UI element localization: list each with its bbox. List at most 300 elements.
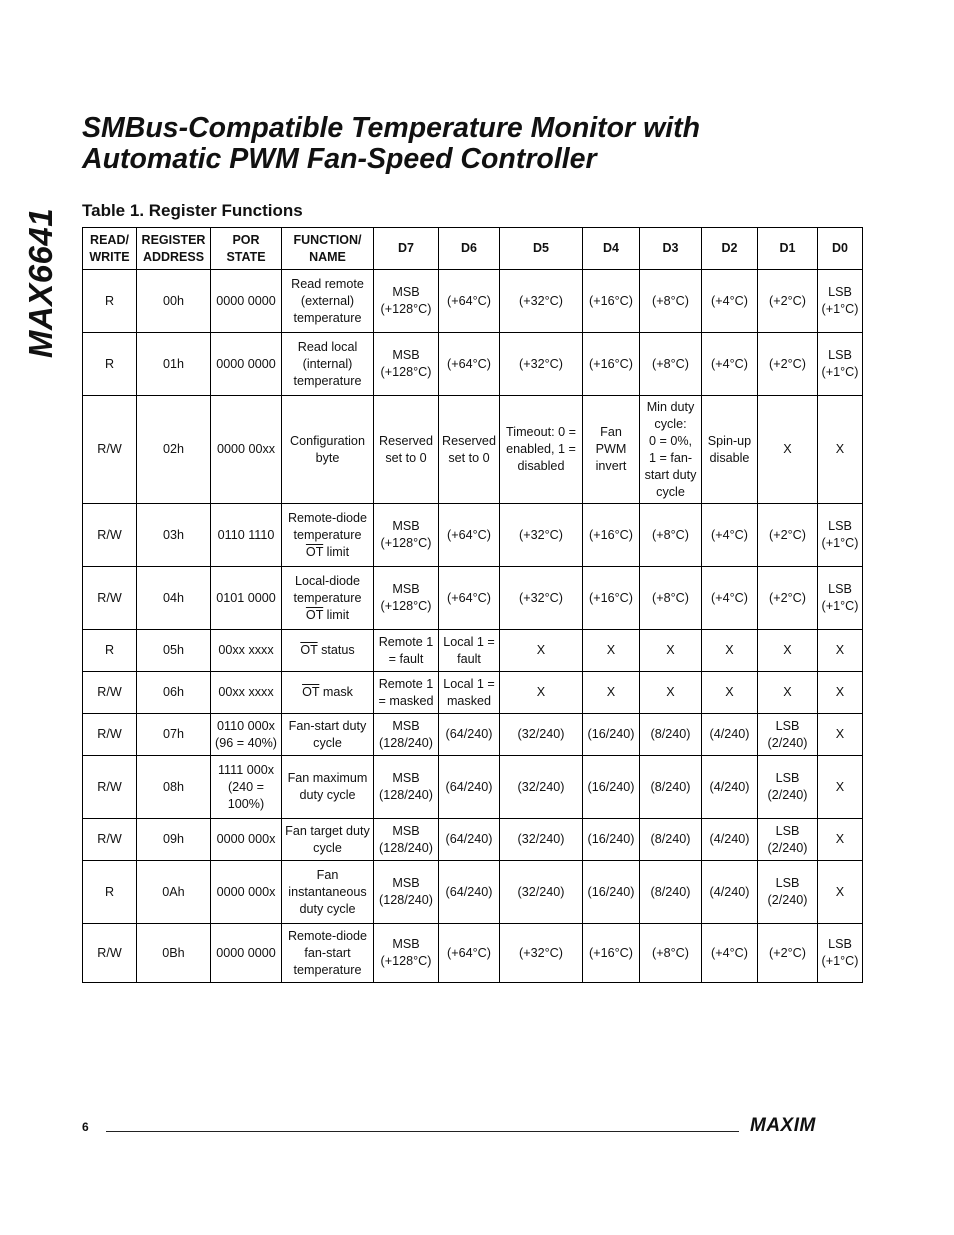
table-cell bbox=[583, 396, 640, 504]
cell-text: MSB bbox=[392, 348, 420, 362]
header-cell bbox=[500, 228, 583, 270]
table-cell bbox=[500, 924, 583, 983]
cell-text: (32/240) bbox=[517, 832, 565, 846]
cell-text: (16/240) bbox=[587, 832, 635, 846]
cell-text: PWM bbox=[595, 442, 627, 456]
table-cell bbox=[137, 396, 211, 504]
table-cell bbox=[137, 861, 211, 924]
cell-text: cycle: bbox=[654, 416, 687, 431]
cell-text: 03h bbox=[162, 527, 184, 542]
cell-text: 0000 000x bbox=[216, 832, 276, 846]
cell-text: (64/240) bbox=[445, 727, 493, 741]
cell-text: (+32°C) bbox=[519, 527, 563, 542]
table-cell bbox=[211, 630, 282, 672]
table-cell bbox=[500, 630, 583, 672]
table-cell bbox=[83, 819, 137, 861]
table-cell bbox=[702, 270, 758, 333]
table-cell bbox=[758, 714, 818, 756]
cell-text: 06h bbox=[162, 685, 184, 699]
side-part-number-text: MAX6641 bbox=[22, 207, 59, 359]
cell-text: fault bbox=[457, 651, 481, 666]
table-cell bbox=[211, 270, 282, 333]
cell-text: X bbox=[536, 643, 546, 657]
cell-text: Remote-diode bbox=[287, 510, 368, 525]
cell-text: R/W bbox=[97, 590, 122, 605]
table-cell bbox=[702, 756, 758, 819]
cell-text: Configuration bbox=[290, 433, 365, 448]
cell-text: instantaneous bbox=[288, 884, 367, 899]
cell-text: X bbox=[725, 685, 734, 699]
table-row bbox=[83, 567, 863, 630]
table-cell bbox=[702, 504, 758, 567]
cell-text: mask bbox=[319, 685, 353, 699]
header-text: D5 bbox=[533, 241, 549, 255]
table-cell bbox=[818, 396, 863, 504]
cell-text: (+128°C) bbox=[380, 954, 432, 968]
table-cell bbox=[282, 672, 374, 714]
table-cell bbox=[702, 861, 758, 924]
table-cell bbox=[640, 924, 702, 983]
table-row bbox=[83, 714, 863, 756]
table-cell bbox=[583, 504, 640, 567]
table-cell bbox=[583, 567, 640, 630]
cell-text: disable bbox=[709, 450, 750, 465]
table-cell bbox=[818, 861, 863, 924]
table-cell bbox=[137, 567, 211, 630]
cell-text: 0000 0000 bbox=[216, 293, 276, 308]
cell-text: Remote 1 bbox=[378, 676, 434, 691]
cell-text: (+1°C) bbox=[821, 302, 859, 316]
cell-text: R/W bbox=[97, 442, 122, 456]
table-cell bbox=[640, 672, 702, 714]
table-cell bbox=[500, 333, 583, 396]
cell-text: Fan maximum bbox=[287, 771, 368, 785]
cell-text: (+1°C) bbox=[821, 365, 859, 379]
cell-text: (+4°C) bbox=[711, 356, 748, 371]
cell-text: temperature bbox=[293, 590, 362, 605]
table-cell bbox=[818, 819, 863, 861]
table-cell bbox=[137, 333, 211, 396]
table-cell bbox=[374, 504, 439, 567]
table-caption: Table 1. Register Functions bbox=[82, 201, 303, 220]
cell-text: Timeout: 0 = bbox=[506, 425, 576, 439]
header-cell bbox=[758, 228, 818, 270]
cell-text: 09h bbox=[162, 832, 184, 846]
table-row bbox=[83, 924, 863, 983]
cell-text: Fan-start duty bbox=[288, 718, 367, 733]
cell-text: LSB bbox=[828, 285, 852, 299]
table-cell bbox=[583, 714, 640, 756]
cell-text: = masked bbox=[378, 693, 434, 708]
cell-text: X bbox=[725, 643, 734, 657]
table-cell bbox=[211, 567, 282, 630]
cell-text: Spin-up bbox=[707, 433, 752, 448]
cell-text: fan-start bbox=[304, 945, 351, 960]
cell-text: (128/240) bbox=[379, 840, 433, 855]
overline-ot: $\overline{OT}$ bbox=[305, 544, 324, 559]
table-cell bbox=[439, 333, 500, 396]
cell-text: limit bbox=[323, 607, 350, 622]
cell-text: (internal) bbox=[302, 356, 353, 371]
cell-text: 100%) bbox=[227, 796, 265, 811]
cell-text: Local 1 = bbox=[443, 634, 495, 649]
header-cell bbox=[83, 228, 137, 270]
cell-text: X bbox=[835, 727, 845, 741]
table-cell bbox=[818, 672, 863, 714]
cell-text: (8/240) bbox=[650, 832, 691, 846]
table-row bbox=[83, 333, 863, 396]
table-cell bbox=[137, 756, 211, 819]
cell-text: (16/240) bbox=[587, 884, 635, 899]
table-cell bbox=[500, 819, 583, 861]
table-cell bbox=[137, 504, 211, 567]
cell-text: invert bbox=[595, 459, 627, 473]
cell-text: Min duty bbox=[646, 399, 695, 414]
cell-text: LSB bbox=[775, 823, 800, 838]
table-cell bbox=[818, 333, 863, 396]
table-cell bbox=[439, 756, 500, 819]
table-cell bbox=[758, 504, 818, 567]
table-cell bbox=[583, 630, 640, 672]
table-cell bbox=[583, 270, 640, 333]
table-cell bbox=[818, 714, 863, 756]
table-cell bbox=[374, 396, 439, 504]
cell-text: (+16°C) bbox=[589, 945, 633, 960]
cell-text: (4/240) bbox=[709, 832, 750, 846]
cell-text: 0Bh bbox=[162, 945, 185, 960]
table-cell bbox=[211, 672, 282, 714]
cell-text: R bbox=[104, 293, 115, 308]
table-cell bbox=[818, 270, 863, 333]
table-cell bbox=[702, 819, 758, 861]
table-cell bbox=[583, 756, 640, 819]
table-cell bbox=[211, 396, 282, 504]
cell-text: masked bbox=[446, 693, 492, 708]
table-cell bbox=[702, 672, 758, 714]
cell-text: 00h bbox=[162, 293, 184, 308]
table-cell bbox=[500, 714, 583, 756]
table-cell bbox=[137, 819, 211, 861]
table-cell bbox=[211, 756, 282, 819]
table-cell bbox=[758, 924, 818, 983]
cell-text: 0000 00xx bbox=[216, 442, 276, 456]
table-cell bbox=[211, 504, 282, 567]
cell-text: (+128°C) bbox=[380, 599, 432, 613]
header-text: D0 bbox=[832, 241, 848, 255]
cell-text: cycle bbox=[313, 840, 342, 855]
cell-text: (+128°C) bbox=[380, 302, 432, 316]
cell-text: X bbox=[783, 643, 792, 657]
cell-text: 0101 0000 bbox=[216, 590, 276, 605]
header-cell bbox=[282, 228, 374, 270]
table-cell bbox=[818, 756, 863, 819]
cell-text: (+4°C) bbox=[711, 945, 748, 960]
table-cell bbox=[83, 396, 137, 504]
cell-text: MSB bbox=[392, 937, 420, 951]
table-cell bbox=[137, 630, 211, 672]
overline-ot: $\overline{OT}$ bbox=[300, 643, 318, 657]
cell-text: (4/240) bbox=[709, 727, 750, 741]
cell-text: cycle bbox=[656, 484, 685, 499]
cell-text: X bbox=[783, 685, 792, 699]
cell-text: (+1°C) bbox=[821, 599, 859, 613]
cell-text: cycle bbox=[313, 735, 342, 750]
table-cell bbox=[758, 819, 818, 861]
cell-text: 0Ah bbox=[162, 884, 185, 899]
cell-text: (+8°C) bbox=[652, 356, 689, 371]
cell-text: MSB bbox=[392, 285, 420, 299]
header-text: FUNCTION/ bbox=[293, 232, 362, 247]
table-cell bbox=[640, 504, 702, 567]
table-cell bbox=[374, 861, 439, 924]
document-title-line-1: SMBus-Compatible Temperature Monitor with bbox=[82, 112, 701, 144]
cell-text: (32/240) bbox=[517, 727, 565, 741]
header-text: ADDRESS bbox=[142, 249, 205, 264]
cell-text: (+8°C) bbox=[652, 527, 689, 542]
table-cell bbox=[702, 630, 758, 672]
cell-text: Read remote bbox=[291, 276, 364, 291]
overline-ot: $\overline{OT}$ bbox=[305, 607, 324, 622]
table-cell bbox=[282, 333, 374, 396]
header-cell bbox=[439, 228, 500, 270]
table-cell bbox=[83, 672, 137, 714]
cell-text: 07h bbox=[162, 727, 184, 741]
cell-text: duty cycle bbox=[299, 788, 356, 802]
table-cell bbox=[640, 756, 702, 819]
table-cell bbox=[439, 396, 500, 504]
header-text: REGISTER bbox=[141, 232, 206, 247]
cell-text: (8/240) bbox=[650, 884, 691, 899]
cell-text: (2/240) bbox=[767, 840, 808, 855]
cell-text: (+8°C) bbox=[652, 590, 689, 605]
table-cell bbox=[439, 630, 500, 672]
cell-text: LSB bbox=[828, 582, 852, 596]
table-cell bbox=[282, 567, 374, 630]
header-text: POR bbox=[232, 232, 260, 247]
cell-text: (16/240) bbox=[587, 727, 635, 741]
table-cell bbox=[137, 714, 211, 756]
cell-text: 00xx xxxx bbox=[218, 643, 274, 657]
cell-text: (+2°C) bbox=[769, 293, 806, 308]
table-cell bbox=[583, 333, 640, 396]
table-cell bbox=[758, 333, 818, 396]
table-cell bbox=[211, 861, 282, 924]
table-cell bbox=[439, 270, 500, 333]
table-cell bbox=[500, 270, 583, 333]
table-cell bbox=[282, 270, 374, 333]
cell-text: = fault bbox=[388, 651, 424, 666]
cell-text: R/W bbox=[97, 779, 122, 794]
cell-text: MSB bbox=[392, 582, 420, 596]
table-cell bbox=[500, 396, 583, 504]
cell-text: (2/240) bbox=[767, 735, 808, 750]
cell-text: Fan bbox=[316, 867, 339, 882]
header-cell bbox=[702, 228, 758, 270]
cell-text: (+64°C) bbox=[447, 293, 491, 308]
cell-text: 0110 1110 bbox=[217, 527, 275, 542]
table-cell bbox=[758, 567, 818, 630]
table-cell bbox=[83, 504, 137, 567]
cell-text: (+8°C) bbox=[652, 293, 689, 308]
cell-text: X bbox=[835, 643, 845, 657]
table-cell bbox=[702, 567, 758, 630]
cell-text: (+1°C) bbox=[821, 536, 859, 550]
cell-text: R bbox=[104, 884, 115, 899]
cell-text: disabled bbox=[517, 459, 565, 473]
cell-text: X bbox=[606, 685, 616, 699]
table-cell bbox=[374, 756, 439, 819]
table-cell bbox=[758, 861, 818, 924]
cell-text: (+64°C) bbox=[447, 945, 491, 960]
cell-text: (+4°C) bbox=[711, 527, 748, 542]
table-cell bbox=[211, 333, 282, 396]
table-cell bbox=[282, 924, 374, 983]
table-cell bbox=[282, 396, 374, 504]
cell-text: (+64°C) bbox=[447, 590, 491, 605]
header-text: D6 bbox=[461, 241, 477, 255]
table-cell bbox=[211, 819, 282, 861]
table-cell bbox=[83, 630, 137, 672]
table-body bbox=[83, 270, 863, 983]
cell-text: X bbox=[666, 643, 675, 657]
cell-text: 0000 000x bbox=[216, 884, 276, 899]
cell-text: 05h bbox=[162, 643, 184, 657]
page-number: 6 bbox=[82, 1120, 89, 1134]
table-cell bbox=[640, 333, 702, 396]
cell-text: (16/240) bbox=[587, 779, 635, 794]
table-cell bbox=[282, 756, 374, 819]
table-cell bbox=[702, 333, 758, 396]
table-cell bbox=[137, 672, 211, 714]
table-cell bbox=[439, 672, 500, 714]
header-cell bbox=[640, 228, 702, 270]
table-cell bbox=[137, 924, 211, 983]
cell-text: (+1°C) bbox=[821, 954, 859, 968]
table-cell bbox=[758, 396, 818, 504]
table-cell bbox=[583, 861, 640, 924]
table-cell bbox=[374, 672, 439, 714]
cell-text: (+128°C) bbox=[380, 365, 432, 379]
cell-text: X bbox=[666, 685, 675, 699]
maxim-logo-text: MAXIM bbox=[750, 1115, 816, 1136]
table-row bbox=[83, 630, 863, 672]
cell-text: MSB bbox=[392, 718, 420, 733]
cell-text: 0000 0000 bbox=[216, 945, 276, 960]
table-cell bbox=[758, 630, 818, 672]
cell-text: X bbox=[835, 442, 845, 456]
table-cell bbox=[702, 396, 758, 504]
table-cell bbox=[818, 567, 863, 630]
table-cell bbox=[137, 270, 211, 333]
table-cell bbox=[374, 714, 439, 756]
table-cell bbox=[282, 861, 374, 924]
cell-text: (+2°C) bbox=[769, 527, 806, 542]
table-cell bbox=[439, 714, 500, 756]
cell-text: (+128°C) bbox=[380, 536, 432, 550]
header-text: NAME bbox=[309, 249, 346, 264]
table-cell bbox=[640, 270, 702, 333]
table-cell bbox=[374, 333, 439, 396]
cell-text: (+64°C) bbox=[447, 356, 491, 371]
cell-text: temperature bbox=[293, 527, 362, 542]
table-cell bbox=[439, 861, 500, 924]
cell-text: Reserved bbox=[379, 433, 433, 448]
table-cell bbox=[640, 567, 702, 630]
table-cell bbox=[500, 756, 583, 819]
table-cell bbox=[83, 714, 137, 756]
cell-text: 02h bbox=[162, 442, 184, 456]
table-cell bbox=[83, 924, 137, 983]
table-row bbox=[83, 270, 863, 333]
cell-text: R/W bbox=[97, 527, 122, 542]
cell-text: 01h bbox=[162, 356, 184, 371]
cell-text: LSB bbox=[828, 937, 852, 951]
table-cell bbox=[374, 819, 439, 861]
table-row bbox=[83, 396, 863, 504]
cell-text: (external) bbox=[300, 293, 355, 308]
cell-text: R/W bbox=[97, 685, 122, 699]
header-text: STATE bbox=[226, 249, 266, 264]
table-cell bbox=[374, 924, 439, 983]
cell-text: 08h bbox=[162, 779, 184, 794]
header-cell bbox=[137, 228, 211, 270]
table-cell bbox=[702, 714, 758, 756]
cell-text: MSB bbox=[392, 876, 420, 890]
cell-text: set to 0 bbox=[385, 450, 427, 465]
cell-text: (64/240) bbox=[445, 832, 493, 846]
table-cell bbox=[439, 924, 500, 983]
cell-text: LSB bbox=[775, 876, 800, 890]
cell-text: (240 = bbox=[227, 779, 265, 794]
cell-text: 0110 000x bbox=[217, 718, 275, 733]
cell-text: duty cycle bbox=[299, 901, 356, 916]
table-cell bbox=[83, 756, 137, 819]
cell-text: temperature bbox=[293, 310, 362, 325]
table-cell bbox=[640, 819, 702, 861]
cell-text: (32/240) bbox=[517, 779, 565, 794]
footer-divider bbox=[106, 1131, 739, 1132]
table-cell bbox=[758, 672, 818, 714]
cell-text: status bbox=[317, 643, 355, 657]
register-functions-table bbox=[82, 227, 863, 983]
table-cell bbox=[374, 567, 439, 630]
cell-text: 0000 0000 bbox=[216, 356, 276, 371]
cell-text: X bbox=[835, 685, 845, 699]
table-cell bbox=[211, 924, 282, 983]
cell-text: enabled, 1 = bbox=[506, 442, 576, 456]
table-row bbox=[83, 672, 863, 714]
cell-text: (128/240) bbox=[379, 735, 433, 750]
cell-text: X bbox=[835, 779, 845, 794]
cell-text: 1 = fan- bbox=[648, 450, 693, 465]
header-text: D7 bbox=[398, 241, 414, 255]
cell-text: Read local bbox=[297, 339, 358, 354]
cell-text: (+64°C) bbox=[447, 527, 491, 542]
cell-text: MSB bbox=[392, 519, 420, 533]
cell-text: R/W bbox=[97, 727, 122, 741]
cell-text: X bbox=[783, 442, 792, 456]
cell-text: Local-diode bbox=[294, 573, 361, 588]
cell-text: temperature bbox=[293, 373, 362, 388]
table-cell bbox=[500, 861, 583, 924]
cell-text: (+16°C) bbox=[589, 527, 633, 542]
cell-text: R/W bbox=[97, 832, 122, 846]
table-cell bbox=[439, 567, 500, 630]
cell-text: Remote-diode bbox=[287, 928, 368, 943]
header-text: WRITE bbox=[89, 249, 130, 264]
cell-text: R bbox=[104, 356, 115, 371]
header-cell bbox=[374, 228, 439, 270]
